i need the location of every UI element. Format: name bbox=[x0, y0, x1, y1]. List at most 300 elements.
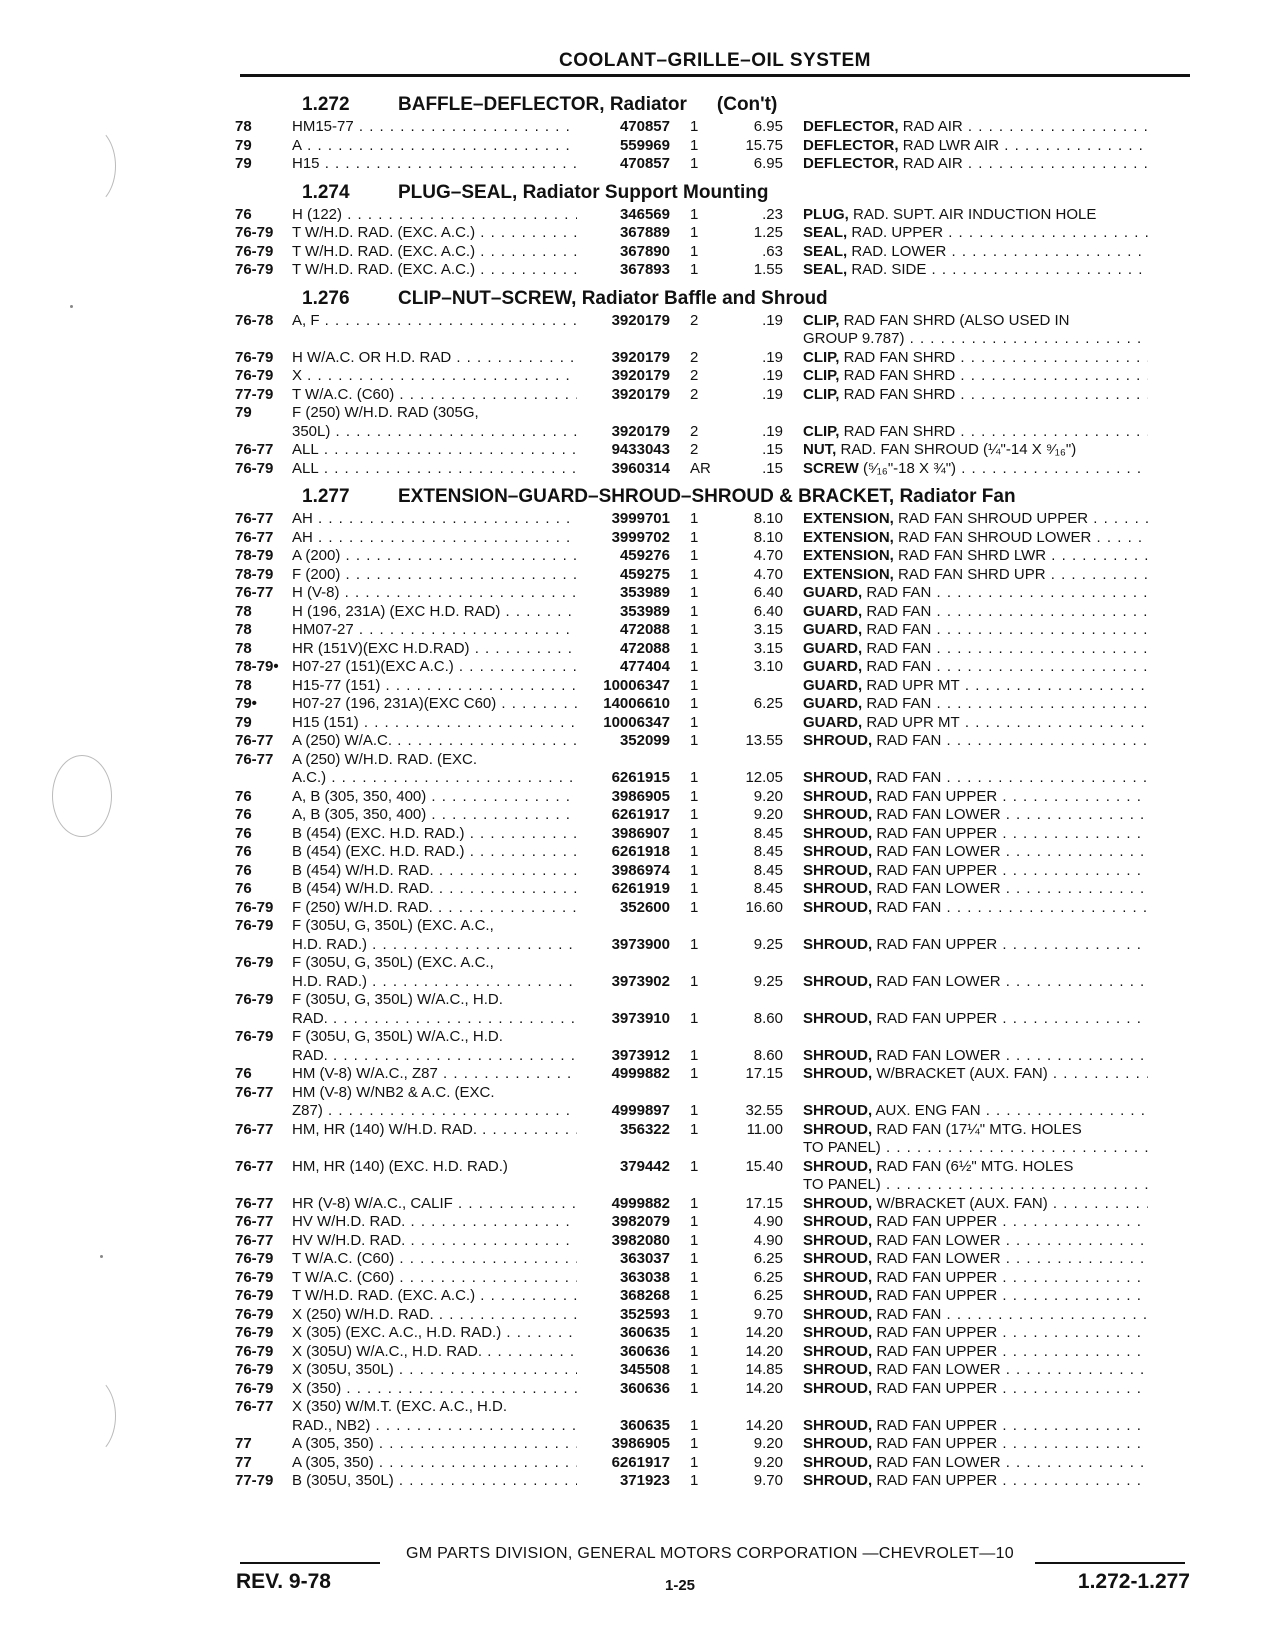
description bbox=[783, 137, 1148, 156]
description-text: TO PANEL) . . . bbox=[803, 1139, 1148, 1156]
application-text: RAD. . . . bbox=[292, 1010, 577, 1027]
quantity bbox=[670, 954, 718, 973]
price: .19 bbox=[762, 311, 783, 329]
description bbox=[783, 899, 1148, 918]
description bbox=[783, 349, 1148, 368]
price bbox=[718, 1028, 783, 1047]
application bbox=[292, 1250, 577, 1269]
description-text: RAD FAN UPPER . . . bbox=[876, 1213, 1148, 1230]
parts-row bbox=[235, 1343, 1195, 1362]
model-year: 79 bbox=[235, 713, 252, 731]
price: 1.55 bbox=[753, 261, 783, 278]
description bbox=[783, 1065, 1148, 1084]
description bbox=[783, 677, 1148, 696]
part-number: 367893 bbox=[619, 261, 670, 278]
part-number: 10006347 bbox=[603, 713, 670, 731]
application-text: B (454) (EXC. H.D. RAD.) . . . bbox=[292, 825, 577, 842]
quantity: 1 bbox=[690, 935, 699, 953]
description-noun: DEFLECTOR, bbox=[803, 155, 899, 172]
description-text: RAD. SUPT. AIR INDUCTION HOLE bbox=[853, 205, 1097, 223]
price: .23 bbox=[762, 205, 783, 223]
application-text: X . . . bbox=[292, 367, 577, 384]
parts-row bbox=[235, 404, 1195, 423]
description bbox=[783, 584, 1148, 603]
application bbox=[292, 566, 577, 585]
description-noun: SHROUD, bbox=[803, 1120, 873, 1138]
model-year: 76-78 bbox=[235, 311, 274, 329]
description-text: RAD FAN SHRD . . . bbox=[844, 349, 1148, 366]
parts-row bbox=[235, 1121, 1195, 1140]
application-text: H07-27 (196, 231A)(EXC C60) . . . bbox=[292, 695, 577, 712]
quantity: 1 bbox=[690, 713, 699, 731]
description-noun: SHROUD, bbox=[803, 1472, 873, 1489]
part-number: 3973910 bbox=[611, 1009, 670, 1027]
application-text: B (454) W/H.D. RAD. . . . bbox=[292, 880, 577, 897]
part-number: 345508 bbox=[619, 1361, 670, 1378]
quantity: 1 bbox=[690, 1120, 699, 1138]
quantity: 1 bbox=[690, 1305, 699, 1323]
quantity bbox=[670, 1176, 718, 1195]
description bbox=[783, 806, 1148, 825]
description bbox=[783, 1287, 1148, 1306]
description-text: TO PANEL) . . . bbox=[803, 1176, 1148, 1193]
parts-row bbox=[235, 312, 1195, 331]
application-text: T W/H.D. RAD. (EXC. A.C.) . . . bbox=[292, 224, 577, 241]
application bbox=[292, 1324, 577, 1343]
quantity bbox=[670, 1139, 718, 1158]
description-noun: SHROUD, bbox=[803, 861, 873, 879]
model-year: 76-77 bbox=[235, 1157, 274, 1175]
application bbox=[292, 155, 577, 174]
price: 11.00 bbox=[746, 1120, 783, 1138]
description-noun: GUARD, bbox=[803, 639, 863, 657]
quantity bbox=[670, 751, 718, 770]
application-text: A (305, 350) . . . bbox=[292, 1435, 577, 1452]
description bbox=[783, 658, 1148, 677]
price: 8.45 bbox=[753, 861, 783, 879]
part-number: 352600 bbox=[619, 898, 670, 916]
parts-row bbox=[235, 732, 1195, 751]
price: 9.70 bbox=[753, 1305, 783, 1323]
description-noun: SHROUD, bbox=[803, 1435, 873, 1452]
quantity: 1 bbox=[690, 1435, 699, 1452]
description-noun: NUT, bbox=[803, 441, 837, 458]
description-text: RAD LWR AIR . . . bbox=[903, 137, 1148, 154]
price: 4.90 bbox=[753, 1213, 783, 1230]
parts-row bbox=[235, 423, 1195, 442]
application-text: HM, HR (140) W/H.D. RAD. . . . bbox=[292, 1121, 577, 1138]
quantity: 1 bbox=[690, 972, 699, 990]
quantity: 2 bbox=[690, 385, 699, 403]
application-text: H (122) . . . bbox=[292, 206, 577, 223]
description bbox=[783, 1047, 1148, 1066]
price: 6.40 bbox=[753, 584, 783, 601]
description bbox=[783, 312, 1148, 331]
price bbox=[718, 330, 783, 349]
application-text: X (305U, 350L) . . . bbox=[292, 1361, 577, 1378]
application-text: A, B (305, 350, 400) . . . bbox=[292, 788, 577, 805]
quantity: 1 bbox=[690, 658, 699, 675]
description-noun: GUARD, bbox=[803, 602, 863, 620]
model-year: 76-79 bbox=[235, 1342, 274, 1360]
application-text: HR (151V)(EXC H.D.RAD) . . . bbox=[292, 640, 577, 657]
price bbox=[718, 404, 783, 423]
application bbox=[292, 1380, 577, 1399]
price: 8.10 bbox=[753, 510, 783, 527]
part-number: 3960314 bbox=[611, 459, 670, 477]
description-text: RAD FAN UPPER . . . bbox=[876, 825, 1148, 842]
model-year bbox=[235, 973, 292, 992]
part-number bbox=[577, 1028, 670, 1047]
application-text: A (250) W/A.C. . . . bbox=[292, 732, 577, 749]
application-text: X (250) W/H.D. RAD. . . . bbox=[292, 1306, 577, 1323]
application-text: H (196, 231A) (EXC H.D. RAD) . . . bbox=[292, 603, 577, 620]
model-year: 76 bbox=[235, 205, 252, 223]
part-number: 3999702 bbox=[611, 528, 670, 546]
model-year: 78 bbox=[235, 602, 252, 620]
description-text: RAD FAN LOWER . . . bbox=[876, 880, 1148, 897]
price: 14.85 bbox=[745, 1361, 783, 1378]
model-year: 76-77 bbox=[235, 584, 274, 601]
description-noun: SHROUD, bbox=[803, 935, 873, 953]
part-number: 353989 bbox=[619, 584, 670, 601]
footer-corporation: GM PARTS DIVISION, GENERAL MOTORS CORPORATION —CHEVROLET—10 bbox=[405, 1545, 1015, 1562]
parts-row bbox=[235, 206, 1195, 225]
description bbox=[783, 1195, 1148, 1214]
application-text: A (250) W/H.D. RAD. (EXC. bbox=[292, 750, 478, 768]
description bbox=[783, 714, 1148, 733]
application bbox=[292, 603, 577, 622]
description-text: RAD FAN LOWER . . . bbox=[876, 843, 1148, 860]
parts-row bbox=[235, 603, 1195, 622]
description bbox=[783, 880, 1148, 899]
parts-row bbox=[235, 1213, 1195, 1232]
punch-hole-mark bbox=[60, 1375, 116, 1457]
description-noun: SHROUD, bbox=[803, 1009, 873, 1027]
model-year: 77-79 bbox=[235, 1472, 274, 1489]
parts-row bbox=[235, 677, 1195, 696]
description bbox=[783, 1232, 1148, 1251]
part-number: 6261917 bbox=[611, 1453, 670, 1471]
description bbox=[783, 954, 1148, 973]
application-text: ALL . . . bbox=[292, 460, 577, 477]
model-year: 76 bbox=[235, 787, 252, 805]
price: .19 bbox=[762, 367, 783, 384]
quantity: 1 bbox=[690, 880, 699, 897]
description bbox=[783, 695, 1148, 714]
part-number: 9433043 bbox=[611, 441, 670, 458]
application bbox=[292, 1435, 577, 1454]
price: .15 bbox=[762, 459, 783, 477]
page-number: 1-25 bbox=[664, 1577, 696, 1594]
model-year: 76-77 bbox=[235, 510, 274, 527]
description-text: RAD. LOWER . . . bbox=[851, 243, 1148, 260]
quantity bbox=[670, 991, 718, 1010]
description-text: RAD FAN . . . bbox=[866, 584, 1148, 601]
description-text: RAD FAN UPPER . . . bbox=[876, 1417, 1148, 1434]
description-text: RAD. FAN SHROUD (¼"-14 X ⁹⁄₁₆") bbox=[840, 441, 1077, 458]
application bbox=[292, 880, 577, 899]
model-year: 76-79 bbox=[235, 1028, 274, 1045]
model-year: 76 bbox=[235, 1065, 252, 1082]
description-text: RAD FAN . . . bbox=[876, 1306, 1148, 1323]
description bbox=[783, 769, 1148, 788]
application-text: HR (V-8) W/A.C., CALIF . . . bbox=[292, 1195, 577, 1212]
parts-row bbox=[235, 1398, 1195, 1417]
application bbox=[292, 1454, 577, 1473]
application bbox=[292, 1139, 577, 1158]
punch-hole-mark bbox=[52, 755, 112, 837]
part-number: 3982079 bbox=[611, 1213, 670, 1230]
description-text: RAD FAN UPPER . . . bbox=[876, 862, 1148, 879]
description-text: RAD FAN SHRD UPR . . . bbox=[898, 566, 1148, 583]
price: 12.05 bbox=[745, 769, 783, 786]
quantity: 1 bbox=[690, 205, 699, 223]
description bbox=[783, 243, 1148, 262]
quantity: 2 bbox=[690, 422, 699, 440]
price bbox=[718, 1084, 783, 1103]
price: 9.20 bbox=[753, 806, 783, 823]
description-noun: SHROUD, bbox=[803, 1065, 873, 1082]
application-text: T W/A.C. (C60) . . . bbox=[292, 386, 577, 403]
description-noun: SHROUD, bbox=[803, 824, 873, 842]
model-year: 76 bbox=[235, 843, 252, 860]
parts-row bbox=[235, 936, 1195, 955]
model-year: 76-77 bbox=[235, 1213, 274, 1230]
quantity: 1 bbox=[690, 1065, 699, 1082]
section-range: 1.272-1.277 bbox=[1077, 1570, 1190, 1593]
model-year: 76-79 bbox=[235, 898, 274, 916]
section-heading bbox=[235, 484, 1195, 510]
price: 3.15 bbox=[753, 639, 783, 657]
parts-row bbox=[235, 1084, 1195, 1103]
price bbox=[718, 954, 783, 973]
application bbox=[292, 714, 577, 733]
description-text: RAD FAN SHRD . . . bbox=[844, 423, 1148, 440]
part-number: 3982080 bbox=[611, 1231, 670, 1249]
model-year: 79 bbox=[235, 155, 252, 172]
part-number: 3920179 bbox=[611, 311, 670, 329]
part-number: 352099 bbox=[619, 732, 670, 749]
section-heading bbox=[235, 92, 1195, 118]
page-title: COOLANT–GRILLE–OIL SYSTEM bbox=[559, 50, 871, 71]
parts-row bbox=[235, 1417, 1195, 1436]
parts-row bbox=[235, 155, 1195, 174]
parts-listing bbox=[235, 92, 1195, 1497]
model-year: 76 bbox=[235, 861, 252, 879]
section-title: EXTENSION–GUARD–SHROUD–SHROUD & BRACKET, Radiator Fan bbox=[398, 486, 1016, 507]
application bbox=[292, 1213, 577, 1232]
model-year bbox=[235, 330, 292, 349]
quantity: 1 bbox=[690, 1268, 699, 1286]
description-text: RAD. SIDE . . . bbox=[851, 261, 1148, 278]
application-text: A, F . . . bbox=[292, 312, 577, 329]
description-noun: SHROUD, bbox=[803, 898, 873, 916]
description bbox=[783, 1472, 1148, 1491]
parts-row bbox=[235, 1287, 1195, 1306]
model-year: 76-79 bbox=[235, 1268, 274, 1286]
description-text: RAD FAN . . . bbox=[876, 769, 1148, 786]
quantity: 2 bbox=[690, 311, 699, 329]
quantity bbox=[670, 1398, 718, 1417]
description-noun: SHROUD, bbox=[803, 972, 873, 990]
quantity: 1 bbox=[690, 861, 699, 879]
model-year: 76-79 bbox=[235, 991, 274, 1008]
price: 4.70 bbox=[753, 565, 783, 583]
description-text: RAD FAN SHRD . . . bbox=[844, 386, 1148, 403]
quantity: 1 bbox=[690, 898, 699, 916]
model-year: 77-79 bbox=[235, 385, 274, 403]
application-text: H (V-8) . . . bbox=[292, 584, 577, 601]
quantity: 1 bbox=[690, 1194, 699, 1212]
section-title: CLIP–NUT–SCREW, Radiator Baffle and Shroud bbox=[398, 287, 828, 309]
price: 14.20 bbox=[745, 1416, 783, 1434]
section-heading bbox=[235, 180, 1195, 206]
model-year: 76-79 bbox=[235, 242, 274, 260]
description-noun: SHROUD, bbox=[803, 806, 873, 823]
price: 9.70 bbox=[753, 1472, 783, 1489]
parts-row bbox=[235, 1306, 1195, 1325]
parts-row bbox=[235, 695, 1195, 714]
model-year: 76 bbox=[235, 806, 252, 823]
application bbox=[292, 330, 577, 349]
application-text: F (305U, G, 350L) W/A.C., H.D. bbox=[292, 991, 503, 1008]
application bbox=[292, 862, 577, 881]
description bbox=[783, 224, 1148, 243]
model-year: 79 bbox=[235, 404, 252, 421]
model-year: 76-79 bbox=[235, 1287, 274, 1304]
price: 9.20 bbox=[753, 787, 783, 805]
description-text: RAD FAN (17¼" MTG. HOLES bbox=[876, 1120, 1082, 1138]
description-noun: SHROUD, bbox=[803, 880, 873, 897]
model-year: 76-77 bbox=[235, 732, 274, 749]
price: 13.55 bbox=[745, 732, 783, 749]
price: 9.25 bbox=[753, 972, 783, 990]
part-number: 470857 bbox=[619, 118, 670, 135]
price: 15.75 bbox=[745, 136, 783, 154]
parts-row bbox=[235, 118, 1195, 137]
application-text: X (305) (EXC. A.C., H.D. RAD.) . . . bbox=[292, 1324, 577, 1341]
application-text: HM (V-8) W/A.C., Z87 . . . bbox=[292, 1065, 577, 1082]
quantity: 1 bbox=[690, 621, 699, 638]
quantity: 2 bbox=[690, 367, 699, 384]
description-noun: SEAL, bbox=[803, 261, 848, 278]
description bbox=[783, 1417, 1148, 1436]
part-number bbox=[577, 404, 670, 423]
model-year: 76-79 bbox=[235, 954, 274, 971]
application-text: HM07-27 . . . bbox=[292, 621, 577, 638]
description bbox=[783, 1269, 1148, 1288]
part-number: 367889 bbox=[619, 224, 670, 241]
section-number: 1.274 bbox=[302, 181, 350, 203]
part-number: 367890 bbox=[619, 242, 670, 260]
application-text: T W/H.D. RAD. (EXC. A.C.) . . . bbox=[292, 1287, 577, 1304]
section-heading bbox=[235, 286, 1195, 312]
part-number: 3920179 bbox=[611, 385, 670, 403]
application-text: HV W/H.D. RAD. . . . bbox=[292, 1213, 577, 1230]
application bbox=[292, 973, 577, 992]
description-noun: SEAL, bbox=[803, 224, 848, 241]
description-text: RAD FAN UPPER . . . bbox=[876, 1287, 1148, 1304]
description-text: RAD UPR MT . . . bbox=[866, 714, 1148, 731]
part-number: 4999897 bbox=[611, 1102, 670, 1119]
application bbox=[292, 1158, 577, 1177]
description bbox=[783, 1028, 1148, 1047]
description-noun: CLIP, bbox=[803, 385, 840, 403]
description bbox=[783, 788, 1148, 807]
quantity: 1 bbox=[690, 1472, 699, 1489]
description bbox=[783, 1250, 1148, 1269]
quantity: 1 bbox=[690, 242, 699, 260]
part-number: 559969 bbox=[619, 136, 670, 154]
description bbox=[783, 441, 1148, 460]
price: 8.60 bbox=[753, 1009, 783, 1027]
description bbox=[783, 751, 1148, 770]
model-year: 79 bbox=[235, 136, 252, 154]
section-title: BAFFLE–DEFLECTOR, Radiator bbox=[398, 94, 687, 115]
parts-row bbox=[235, 1324, 1195, 1343]
quantity: 1 bbox=[690, 118, 699, 135]
application bbox=[292, 806, 577, 825]
application-text: F (305U, G, 350L) (EXC. A.C., bbox=[292, 954, 494, 971]
description-noun: CLIP, bbox=[803, 422, 840, 440]
application bbox=[292, 917, 577, 936]
application-text: H15-77 (151) . . . bbox=[292, 677, 577, 694]
application bbox=[292, 1343, 577, 1362]
price: 6.25 bbox=[753, 1287, 783, 1304]
description-noun: SHROUD, bbox=[803, 1046, 873, 1064]
parts-row bbox=[235, 137, 1195, 156]
application bbox=[292, 1084, 577, 1103]
price: 17.15 bbox=[745, 1194, 783, 1212]
application bbox=[292, 547, 577, 566]
application bbox=[292, 1417, 577, 1436]
price bbox=[718, 751, 783, 770]
description bbox=[783, 206, 1148, 225]
description bbox=[783, 1102, 1148, 1121]
description-text: RAD FAN UPPER . . . bbox=[876, 936, 1148, 953]
part-number: 360636 bbox=[619, 1342, 670, 1360]
parts-row bbox=[235, 862, 1195, 881]
application-text: HM, HR (140) (EXC. H.D. RAD.) bbox=[292, 1157, 508, 1175]
quantity: 1 bbox=[690, 843, 699, 860]
application bbox=[292, 349, 577, 368]
price: 4.70 bbox=[753, 547, 783, 564]
model-year: 78-79 bbox=[235, 565, 274, 583]
parts-row bbox=[235, 1139, 1195, 1158]
price: 6.25 bbox=[753, 1250, 783, 1267]
part-number: 3920179 bbox=[611, 367, 670, 384]
part-number: 352593 bbox=[619, 1305, 670, 1323]
application-text: F (305U, G, 350L) (EXC. A.C., bbox=[292, 917, 494, 934]
application-text: B (305U, 350L) . . . bbox=[292, 1472, 577, 1489]
price bbox=[718, 677, 783, 696]
part-number: 3986974 bbox=[611, 861, 670, 879]
description-noun: DEFLECTOR, bbox=[803, 118, 899, 135]
application-text: HM (V-8) W/NB2 & A.C. (EXC. bbox=[292, 1083, 495, 1101]
description-noun: SHROUD, bbox=[803, 1416, 873, 1434]
part-number: 379442 bbox=[619, 1157, 670, 1175]
description-noun: EXTENSION, bbox=[803, 565, 894, 583]
part-number: 363038 bbox=[619, 1268, 670, 1286]
model-year: 76-77 bbox=[235, 441, 274, 458]
model-year: 76-77 bbox=[235, 1231, 274, 1249]
description-text: RAD FAN LOWER . . . bbox=[876, 973, 1148, 990]
application bbox=[292, 441, 577, 460]
price: 8.10 bbox=[753, 528, 783, 546]
parts-row bbox=[235, 1028, 1195, 1047]
part-number: 6261917 bbox=[611, 806, 670, 823]
